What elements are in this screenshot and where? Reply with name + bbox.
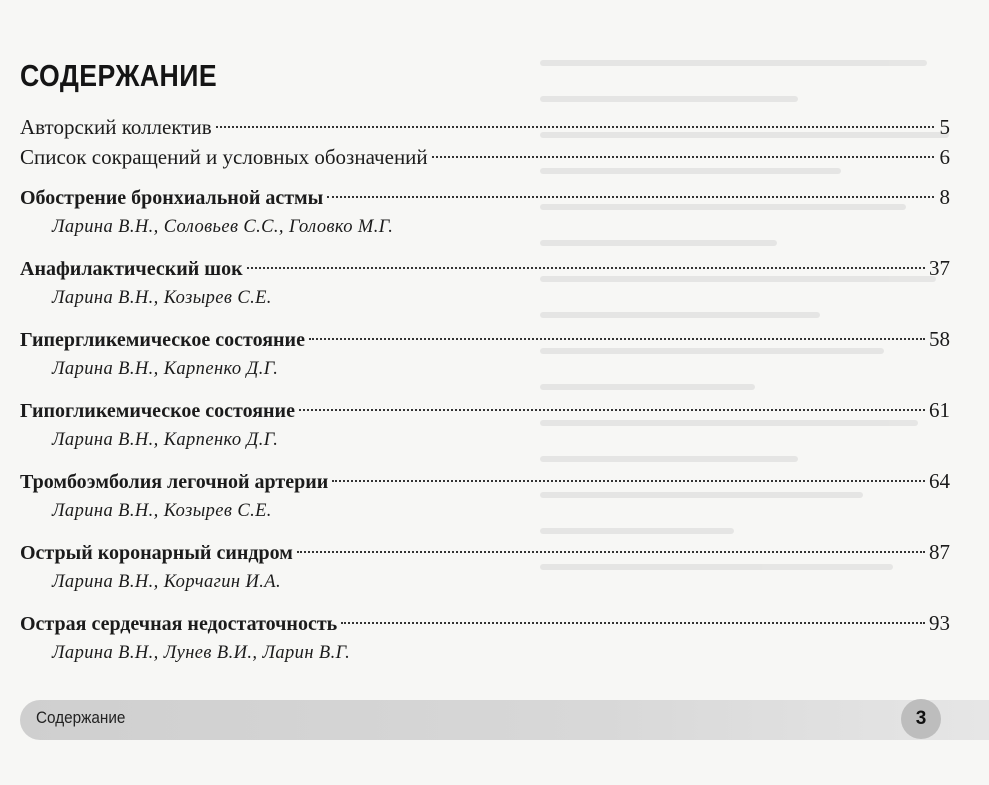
- toc-entry-title: Тромбоэмболия легочной артерии: [20, 471, 329, 493]
- toc-entry-row: [20, 466, 950, 497]
- toc-entry-authors: Ларина В.Н., Карпенко Д.Г.: [52, 430, 279, 450]
- dot-leader: [297, 551, 925, 553]
- page-footer: [20, 700, 989, 740]
- dot-leader: [432, 156, 934, 158]
- toc-entry-title: Авторский коллектив: [20, 115, 212, 139]
- toc-entry-page: 61: [929, 398, 950, 422]
- dot-leader: [332, 480, 925, 482]
- toc-entry-title: Гипергликемическое состояние: [20, 329, 305, 351]
- toc-entry-row: [20, 395, 950, 426]
- toc-entry-page: 58: [929, 327, 950, 351]
- toc-entry-title: Обострение бронхиальной астмы: [20, 187, 324, 209]
- dot-leader: [299, 409, 925, 411]
- footer-section-label: Содержание: [36, 708, 126, 727]
- toc-entry: [20, 537, 950, 596]
- toc-entry-page: 6: [939, 145, 950, 169]
- toc-entry-title: Острая сердечная недостаточность: [20, 613, 338, 635]
- toc-entry: [20, 142, 950, 172]
- toc-entry-page: 8: [939, 185, 950, 209]
- toc-entry-title: Острый коронарный синдром: [20, 542, 293, 564]
- toc-entry: [20, 466, 950, 525]
- toc-entry-title: Анафилактический шок: [20, 258, 243, 280]
- toc-entry-title: Список сокращений и условных обозначений: [20, 145, 428, 169]
- toc-entry-row: [20, 112, 950, 142]
- toc-entry: [20, 395, 950, 454]
- toc-entry-page: 64: [929, 469, 950, 493]
- toc-entry-authors: Ларина В.Н., Корчагин И.А.: [52, 572, 281, 592]
- toc-entry-page: 37: [929, 256, 950, 280]
- toc-entry-row: [20, 142, 950, 172]
- toc-entry: [20, 253, 950, 312]
- toc-entry: [20, 608, 950, 667]
- toc-entry-row: [20, 537, 950, 568]
- toc-entry-title: Гипогликемическое состояние: [20, 400, 295, 422]
- toc-entry-page: 93: [929, 611, 950, 635]
- toc-entry-row: [20, 253, 950, 284]
- toc-entry-authors: Ларина В.Н., Лунев В.И., Ларин В.Г.: [52, 643, 351, 663]
- dot-leader: [327, 196, 934, 198]
- toc-entry-authors: Ларина В.Н., Соловьев С.С., Головко М.Г.: [52, 217, 394, 237]
- toc-entry-page: 5: [939, 115, 950, 139]
- dot-leader: [309, 338, 925, 340]
- toc-entry-authors: Ларина В.Н., Карпенко Д.Г.: [52, 359, 279, 379]
- toc-entry-authors: Ларина В.Н., Козырев С.Е.: [52, 288, 272, 308]
- table-of-contents: [20, 112, 950, 667]
- toc-entry-row: [20, 608, 950, 639]
- toc-entry-page: 87: [929, 540, 950, 564]
- toc-entry-row: [20, 324, 950, 355]
- dot-leader: [216, 126, 934, 128]
- toc-entry-authors: Ларина В.Н., Козырев С.Е.: [52, 501, 272, 521]
- page-title: СОДЕРЖАНИЕ: [20, 58, 218, 93]
- toc-entry-row: [20, 182, 950, 213]
- page-number-badge: 3: [901, 699, 941, 739]
- toc-entry: [20, 324, 950, 383]
- toc-entry: [20, 182, 950, 241]
- dot-leader: [247, 267, 925, 269]
- toc-entry: [20, 112, 950, 142]
- dot-leader: [341, 622, 925, 624]
